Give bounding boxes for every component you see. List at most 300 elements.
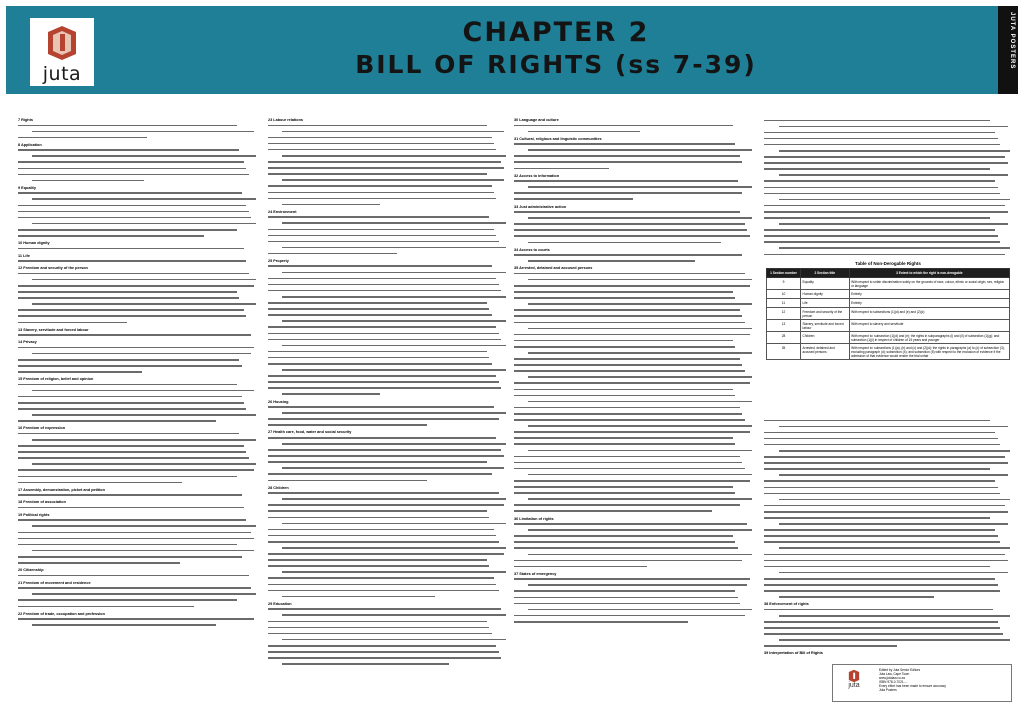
text-line xyxy=(764,596,1010,601)
text-line xyxy=(18,315,256,320)
section xyxy=(268,400,506,429)
text-line xyxy=(268,639,506,644)
text-line xyxy=(514,192,752,197)
text-line xyxy=(514,260,752,265)
text-line xyxy=(514,186,752,191)
side-strip-text: JUTA POSTERS xyxy=(1009,12,1015,70)
section-heading: 23 Labour relations xyxy=(268,118,304,122)
section-heading: 10 Human dignity xyxy=(18,241,50,246)
text-line xyxy=(268,571,506,576)
text-line xyxy=(514,450,752,455)
text-line xyxy=(18,285,256,290)
text-line xyxy=(268,345,506,350)
text-line xyxy=(18,174,256,179)
text-line xyxy=(764,468,1010,473)
text-line xyxy=(514,223,752,228)
text-line xyxy=(764,590,1010,595)
text-line xyxy=(18,322,256,327)
text-line xyxy=(764,132,1010,137)
text-line xyxy=(268,657,506,662)
text-line xyxy=(764,566,1010,571)
footer-logo xyxy=(839,669,869,699)
text-line xyxy=(268,278,506,283)
section xyxy=(18,241,256,252)
text-line xyxy=(18,439,256,444)
table-title: Table of Non-Derogable Rights xyxy=(855,261,921,266)
text-line xyxy=(268,284,506,289)
text-line xyxy=(18,161,256,166)
text-line xyxy=(18,624,256,629)
text-line xyxy=(514,437,752,442)
text-line xyxy=(18,519,256,524)
text-line xyxy=(268,216,506,221)
text-line xyxy=(514,486,752,491)
text-line xyxy=(268,523,506,528)
text-line xyxy=(764,535,1010,540)
text-line xyxy=(18,396,256,401)
table-cell: 10 xyxy=(767,290,801,299)
text-line xyxy=(764,633,1010,638)
text-line xyxy=(514,291,752,296)
section-heading: 17 Assembly, demonstration, picket and petition xyxy=(18,487,105,492)
text-line xyxy=(764,480,1010,485)
text-line xyxy=(268,473,506,478)
juta-logo-mark-icon xyxy=(847,669,861,683)
text-line xyxy=(18,618,256,623)
text-line xyxy=(764,547,1010,552)
text-line xyxy=(514,180,752,185)
footer-wordmark: juta xyxy=(848,682,860,689)
table-row xyxy=(767,278,1010,290)
text-line xyxy=(18,180,256,185)
text-line xyxy=(764,456,1010,461)
table-cell: With respect to slavery and servitude xyxy=(849,320,1009,332)
text-line xyxy=(514,328,752,333)
section-heading: 26 Housing xyxy=(268,399,289,404)
text-line xyxy=(268,565,506,570)
text-line xyxy=(764,150,1010,155)
text-line xyxy=(268,559,506,564)
text-line xyxy=(18,390,256,395)
text-line xyxy=(764,554,1010,559)
section xyxy=(18,377,256,425)
text-line xyxy=(18,562,256,567)
section xyxy=(18,500,256,511)
text-line xyxy=(764,193,1010,198)
text-line xyxy=(18,482,256,487)
text-line xyxy=(18,494,256,499)
text-line xyxy=(18,353,256,358)
text-line xyxy=(514,510,752,515)
text-line xyxy=(18,420,256,425)
text-line xyxy=(18,445,256,450)
section-heading: 19 Political rights xyxy=(18,512,50,517)
section xyxy=(514,248,752,265)
section xyxy=(18,254,256,265)
section xyxy=(18,488,256,499)
text-line xyxy=(18,303,256,308)
text-line xyxy=(18,309,256,314)
text-line xyxy=(268,272,506,277)
text-line xyxy=(268,265,506,270)
text-line xyxy=(764,572,1010,577)
text-line xyxy=(764,168,1010,173)
section-heading: 28 Children xyxy=(268,485,289,490)
section-heading: 39 Interpretation of Bill of Rights xyxy=(764,651,823,656)
section xyxy=(514,572,752,626)
text-column-1 xyxy=(18,118,256,674)
text-line xyxy=(268,412,506,417)
section xyxy=(514,137,752,172)
text-line xyxy=(18,463,256,468)
text-line xyxy=(514,235,752,240)
section-heading: 25 Property xyxy=(268,258,289,263)
text-line xyxy=(268,167,506,172)
footer-line: Juta Law, Cape Town xyxy=(879,672,910,676)
section-heading: 20 Citizenship xyxy=(18,568,44,573)
table-row xyxy=(767,308,1010,320)
text-line xyxy=(764,211,1010,216)
table-header-cell: 2 Section title xyxy=(801,269,850,278)
chapter-subtitle: BILL OF RIGHTS (ss 7-39) xyxy=(355,50,757,79)
text-line xyxy=(268,393,506,398)
text-line xyxy=(514,297,752,302)
text-line xyxy=(764,584,1010,589)
text-line xyxy=(514,480,752,485)
text-line xyxy=(514,273,752,278)
text-line xyxy=(268,155,506,160)
section-heading: 16 Freedom of expression xyxy=(18,426,66,431)
section xyxy=(268,602,506,668)
text-line xyxy=(268,504,506,509)
text-line xyxy=(18,131,256,136)
text-line xyxy=(268,198,506,203)
text-line xyxy=(514,315,752,320)
text-line xyxy=(514,407,752,412)
header-banner xyxy=(6,6,1018,94)
text-line xyxy=(268,614,506,619)
text-line xyxy=(268,314,506,319)
text-line xyxy=(514,443,752,448)
text-line xyxy=(268,621,506,626)
section-heading: 13 Slavery, servitude and forced labour xyxy=(18,327,89,332)
text-line xyxy=(514,382,752,387)
text-line xyxy=(514,597,752,602)
text-line xyxy=(18,291,256,296)
text-line xyxy=(514,425,752,430)
text-line xyxy=(268,406,506,411)
text-line xyxy=(764,217,1010,222)
text-line xyxy=(764,517,1010,522)
section xyxy=(514,174,752,203)
chapter-title: CHAPTER 2 xyxy=(462,17,650,48)
text-line xyxy=(764,223,1010,228)
section-heading: 27 Health care, food, water and social security xyxy=(268,430,352,435)
text-line xyxy=(764,487,1010,492)
text-line xyxy=(514,131,752,136)
text-line xyxy=(268,443,506,448)
section-heading: 12 Freedom and security of the person xyxy=(18,266,88,271)
text-line xyxy=(764,144,1010,149)
section xyxy=(18,266,256,326)
text-line xyxy=(268,241,506,246)
table-cell: 35 xyxy=(767,344,801,360)
text-line xyxy=(514,303,752,308)
text-line xyxy=(514,242,752,247)
text-line xyxy=(268,247,506,252)
text-line xyxy=(764,493,1010,498)
text-line xyxy=(18,532,256,537)
section-heading: 9 Equality xyxy=(18,185,36,190)
text-line xyxy=(268,308,506,313)
text-line xyxy=(18,402,256,407)
text-line xyxy=(764,162,1010,167)
text-line xyxy=(764,229,1010,234)
text-line xyxy=(764,541,1010,546)
text-line xyxy=(514,431,752,436)
text-line xyxy=(18,297,256,302)
text-line xyxy=(18,476,256,481)
text-line xyxy=(18,347,256,352)
text-column-4-lower xyxy=(764,418,1010,656)
text-line xyxy=(764,645,1010,650)
text-line xyxy=(18,525,256,530)
text-line xyxy=(18,273,256,278)
text-line xyxy=(268,326,506,331)
table-header-row xyxy=(767,269,1010,278)
footer-line: www.jutalaw.co.za xyxy=(879,676,905,680)
text-line xyxy=(268,577,506,582)
text-column-3 xyxy=(514,118,752,674)
text-line xyxy=(514,211,752,216)
text-line xyxy=(764,432,1010,437)
text-line xyxy=(268,161,506,166)
text-line xyxy=(764,180,1010,185)
section xyxy=(514,517,752,571)
text-line xyxy=(764,199,1010,204)
text-line xyxy=(268,553,506,558)
table-cell: 11 xyxy=(767,299,801,308)
text-line xyxy=(514,229,752,234)
juta-logo xyxy=(30,18,94,86)
text-line xyxy=(268,357,506,362)
text-line xyxy=(18,211,256,216)
text-line xyxy=(18,451,256,456)
text-line xyxy=(18,408,256,413)
section-heading: 37 States of emergency xyxy=(514,571,557,576)
text-line xyxy=(268,449,506,454)
text-line xyxy=(18,384,256,389)
text-line xyxy=(18,279,256,284)
text-line xyxy=(764,627,1010,632)
text-line xyxy=(764,560,1010,565)
text-line xyxy=(18,334,256,339)
text-line xyxy=(514,578,752,583)
text-line xyxy=(514,603,752,608)
text-line xyxy=(764,426,1010,431)
section xyxy=(18,118,256,141)
text-line xyxy=(18,359,256,364)
text-line xyxy=(18,192,256,197)
section-heading: 8 Application xyxy=(18,142,42,147)
text-line xyxy=(268,547,506,552)
section-heading: 36 Limitation of rights xyxy=(514,516,554,521)
section-heading: 32 Access to information xyxy=(514,173,560,178)
table-row xyxy=(767,332,1010,344)
text-line xyxy=(514,322,752,327)
section-heading: 24 Environment xyxy=(268,209,297,214)
text-line xyxy=(268,584,506,589)
table-header-cell: 1 Section number xyxy=(767,269,801,278)
text-line xyxy=(514,554,752,559)
section-heading: 35 Arrested, detained and accused persons xyxy=(514,266,593,271)
text-line xyxy=(514,161,752,166)
text-line xyxy=(764,235,1010,240)
text-line xyxy=(18,507,256,512)
text-line xyxy=(514,254,752,259)
section xyxy=(764,120,1010,257)
section-heading: 14 Privacy xyxy=(18,340,37,345)
text-line xyxy=(268,663,506,668)
text-line xyxy=(268,387,506,392)
table-header-cell: 3 Extent to which the right is non-derogable xyxy=(849,269,1009,278)
text-line xyxy=(268,185,506,190)
text-line xyxy=(268,437,506,442)
section xyxy=(268,210,506,258)
text-line xyxy=(514,541,752,546)
text-line xyxy=(764,529,1010,534)
text-line xyxy=(268,424,506,429)
text-line xyxy=(764,438,1010,443)
text-line xyxy=(268,596,506,601)
text-line xyxy=(764,156,1010,161)
text-line xyxy=(268,302,506,307)
text-line xyxy=(268,351,506,356)
section-heading: 21 Freedom of movement and residence xyxy=(18,580,91,585)
text-line xyxy=(514,389,752,394)
table-cell: With respect to subsections (1)(d) and (e) and (2)(c) xyxy=(849,308,1009,320)
text-line xyxy=(18,593,256,598)
text-line xyxy=(514,462,752,467)
text-line xyxy=(18,248,256,253)
text-line xyxy=(18,587,256,592)
section xyxy=(268,259,506,398)
text-line xyxy=(268,222,506,227)
table-cell: 13 xyxy=(767,320,801,332)
section xyxy=(268,118,506,208)
section-heading: 38 Enforcement of rights xyxy=(764,602,809,607)
section xyxy=(764,651,1010,656)
text-line xyxy=(514,584,752,589)
text-line xyxy=(268,369,506,374)
table-cell: Slavery, servitude and forced labour xyxy=(801,320,850,332)
text-line xyxy=(764,241,1010,246)
table-cell: Entirely xyxy=(849,290,1009,299)
text-line xyxy=(514,217,752,222)
text-line xyxy=(514,364,752,369)
section xyxy=(18,340,256,375)
section-heading: 18 Freedom of association xyxy=(18,500,66,505)
text-line xyxy=(764,174,1010,179)
text-line xyxy=(514,334,752,339)
text-line xyxy=(764,126,1010,131)
text-line xyxy=(514,529,752,534)
table-cell: Arrested, detained and accused persons xyxy=(801,344,850,360)
section-heading: 7 Rights xyxy=(18,118,33,122)
side-strip xyxy=(998,6,1018,94)
text-line xyxy=(18,149,256,154)
text-line xyxy=(18,575,256,580)
text-line xyxy=(268,651,506,656)
text-line xyxy=(764,505,1010,510)
text-line xyxy=(764,120,1010,125)
text-line xyxy=(514,352,752,357)
non-derogable-table xyxy=(766,260,1010,360)
text-line xyxy=(514,547,752,552)
text-line xyxy=(268,333,506,338)
text-line xyxy=(514,309,752,314)
text-line xyxy=(764,138,1010,143)
text-line xyxy=(764,187,1010,192)
text-line xyxy=(18,125,256,130)
text-line xyxy=(514,523,752,528)
text-line xyxy=(18,260,256,265)
section xyxy=(514,205,752,247)
section xyxy=(18,143,256,185)
text-line xyxy=(18,556,256,561)
text-line xyxy=(268,339,506,344)
text-line xyxy=(764,615,1010,620)
text-line xyxy=(514,143,752,148)
text-line xyxy=(268,229,506,234)
text-line xyxy=(18,457,256,462)
text-line xyxy=(268,535,506,540)
text-line xyxy=(18,469,256,474)
table-cell: With respect to unfair discrimination solely on the grounds of race, colour, ethnic or social origin, sex, religion or language xyxy=(849,278,1009,290)
table-body xyxy=(767,278,1010,360)
section-heading: 15 Freedom of religion, belief and opinion xyxy=(18,377,94,382)
text-line xyxy=(18,365,256,370)
text-line xyxy=(268,455,506,460)
text-line xyxy=(514,125,752,130)
text-line xyxy=(764,578,1010,583)
table-cell: Equality xyxy=(801,278,850,290)
section xyxy=(18,186,256,240)
text-line xyxy=(268,627,506,632)
rights-table xyxy=(766,268,1010,360)
text-line xyxy=(268,492,506,497)
text-line xyxy=(268,204,506,209)
text-line xyxy=(268,131,506,136)
section xyxy=(18,581,256,610)
text-line xyxy=(514,155,752,160)
table-cell: Life xyxy=(801,299,850,308)
text-line xyxy=(514,468,752,473)
footer-line: Juta Posters xyxy=(879,688,897,692)
text-line xyxy=(18,205,256,210)
text-line xyxy=(18,198,256,203)
juta-logo-wordmark: juta xyxy=(42,63,82,85)
text-line xyxy=(268,173,506,178)
text-line xyxy=(764,420,1010,425)
text-line xyxy=(268,517,506,522)
table-cell: Human dignity xyxy=(801,290,850,299)
text-line xyxy=(764,462,1010,467)
section-heading: 31 Cultural, religious and linguistic communities xyxy=(514,136,602,141)
text-column-4-upper xyxy=(764,118,1010,256)
text-line xyxy=(268,633,506,638)
text-line xyxy=(268,418,506,423)
